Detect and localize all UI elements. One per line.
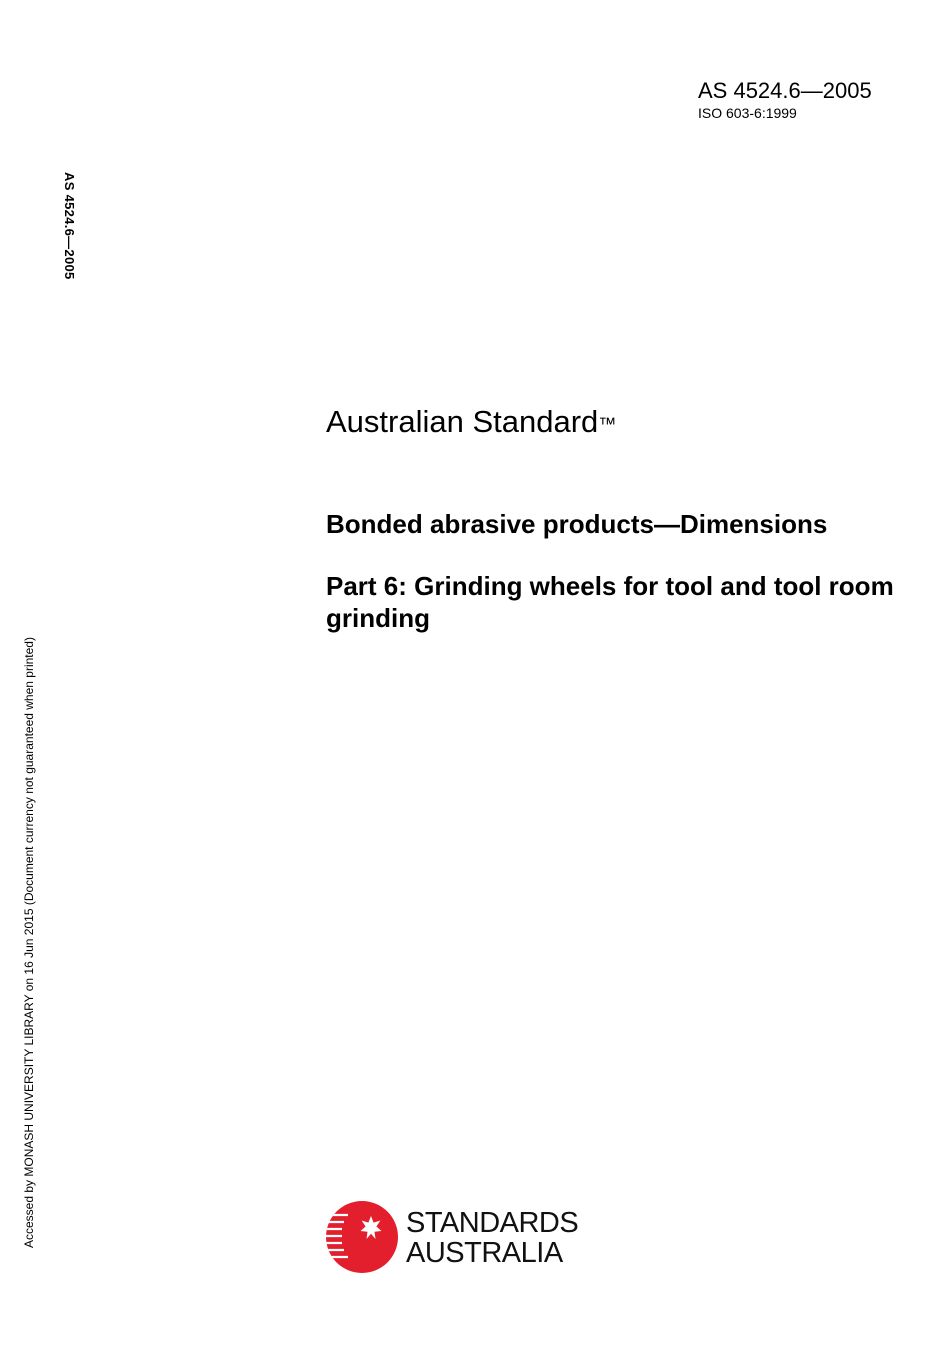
access-note: Accessed by MONASH UNIVERSITY LIBRARY on 16 Jun 2015 (Document currency not guaranteed when printed) <box>22 637 36 1248</box>
logo-wordmark <box>406 1208 578 1268</box>
trademark-symbol: ™ <box>598 414 617 434</box>
document-title: Bonded abrasive products—Dimensions <box>326 509 828 539</box>
logo-line-2: AUSTRALIA <box>406 1237 563 1269</box>
standards-australia-star-icon <box>326 1200 400 1274</box>
iso-number: ISO 603-6:1999 <box>698 105 797 121</box>
standard-type-label <box>326 404 616 440</box>
spine-standard-number: AS 4524.6—2005 <box>62 172 77 280</box>
logo-line-1: STANDARDS <box>406 1207 579 1239</box>
standards-australia-logo <box>326 1200 586 1274</box>
standard-number: AS 4524.6—2005 <box>698 78 872 103</box>
part-title: Part 6: Grinding wheels for tool and tool room grinding <box>326 571 894 633</box>
standard-type-text: Australian Standard <box>326 404 599 439</box>
